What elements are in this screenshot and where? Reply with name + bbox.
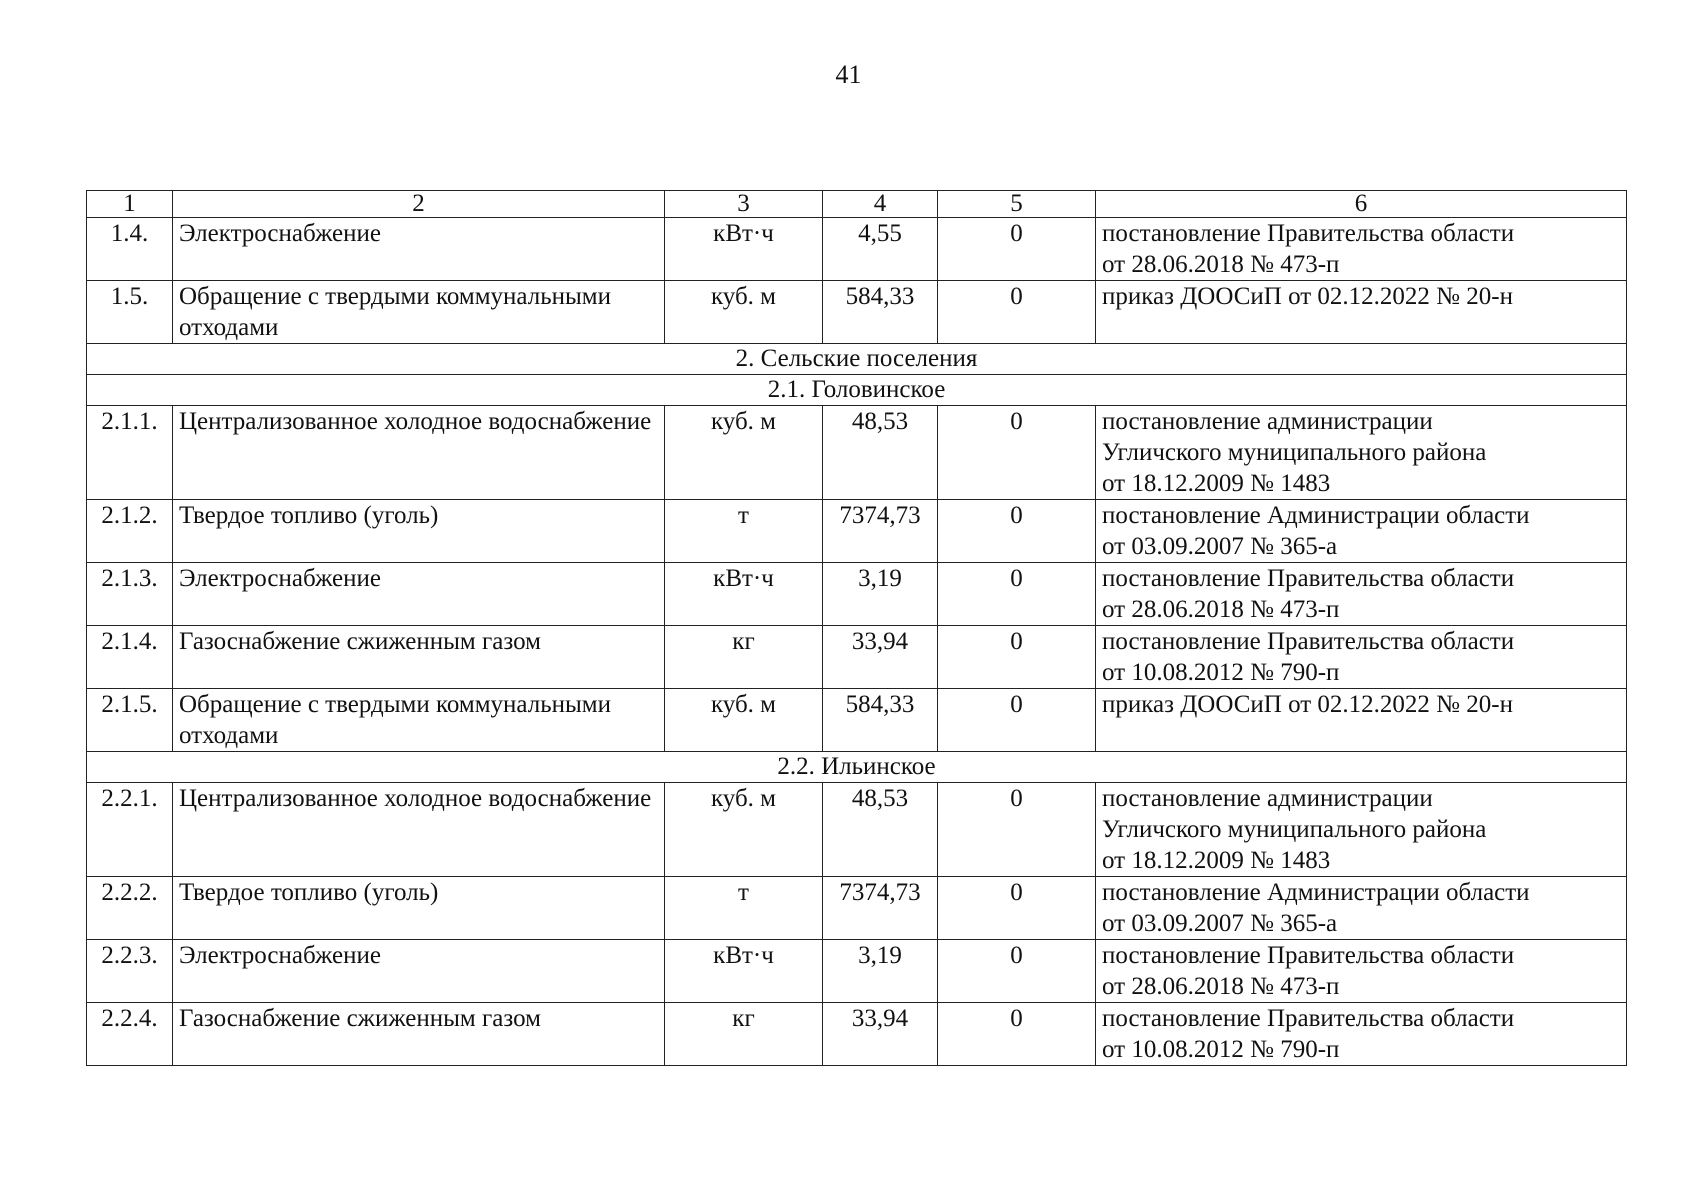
service-name: Газоснабжение сжиженным газом <box>173 626 665 689</box>
legal-basis-line: от 28.06.2018 № 473-п <box>1102 596 1340 623</box>
legal-basis-line: постановление администрации <box>1102 785 1433 812</box>
header-row <box>87 191 1627 218</box>
section-row <box>87 344 1627 375</box>
legal-basis-line: постановление администрации <box>1102 408 1433 435</box>
legal-basis-line: постановление Правительства области <box>1102 565 1515 592</box>
norm-value: 48,53 <box>823 783 938 877</box>
column-header: 2 <box>173 191 665 218</box>
column-5-value: 0 <box>938 940 1096 1003</box>
service-name: Обращение с твердыми коммунальными отходами <box>173 281 665 344</box>
column-5-value: 0 <box>938 406 1096 500</box>
legal-basis-line: от 03.09.2007 № 365-а <box>1102 533 1338 560</box>
legal-basis-line: приказ ДООСиП от 02.12.2022 № 20-н <box>1102 691 1513 718</box>
legal-basis-line: от 03.09.2007 № 365-а <box>1102 910 1338 937</box>
table-row <box>87 877 1627 940</box>
column-5-value: 0 <box>938 218 1096 281</box>
row-number: 2.2.1. <box>87 783 173 877</box>
legal-basis-line: от 18.12.2009 № 1483 <box>1102 470 1331 497</box>
legal-basis-line: постановление Правительства области <box>1102 628 1515 655</box>
section-title: 2.1. Головинское <box>87 375 1627 406</box>
row-number: 2.2.4. <box>87 1003 173 1066</box>
legal-basis-line: от 28.06.2018 № 473-п <box>1102 251 1340 278</box>
legal-basis-line: приказ ДООСиП от 02.12.2022 № 20-н <box>1102 283 1513 310</box>
norm-value: 33,94 <box>823 1003 938 1066</box>
unit-of-measure: куб. м <box>665 689 823 752</box>
legal-basis-line: постановление Правительства области <box>1102 1005 1515 1032</box>
legal-basis <box>1096 689 1627 752</box>
legal-basis <box>1096 1003 1627 1066</box>
row-number: 2.1.4. <box>87 626 173 689</box>
service-name: Централизованное холодное водоснабжение <box>173 783 665 877</box>
column-header: 1 <box>87 191 173 218</box>
norm-value: 3,19 <box>823 563 938 626</box>
table-row <box>87 218 1627 281</box>
column-5-value: 0 <box>938 281 1096 344</box>
service-name: Электроснабжение <box>173 940 665 1003</box>
table-row <box>87 281 1627 344</box>
service-name: Твердое топливо (уголь) <box>173 500 665 563</box>
table-row <box>87 940 1627 1003</box>
legal-basis <box>1096 626 1627 689</box>
unit-of-measure: куб. м <box>665 406 823 500</box>
norm-value: 584,33 <box>823 689 938 752</box>
table-row <box>87 1003 1627 1066</box>
tariff-table <box>86 190 1627 1066</box>
legal-basis-line: от 10.08.2012 № 790-п <box>1102 659 1340 686</box>
row-number: 2.2.3. <box>87 940 173 1003</box>
table-row <box>87 406 1627 500</box>
legal-basis <box>1096 281 1627 344</box>
norm-value: 7374,73 <box>823 500 938 563</box>
unit-of-measure: кВт·ч <box>665 940 823 1003</box>
section-row <box>87 375 1627 406</box>
legal-basis-line: постановление Администрации области <box>1102 879 1530 906</box>
section-row <box>87 752 1627 783</box>
norm-value: 33,94 <box>823 626 938 689</box>
section-title: 2.2. Ильинское <box>87 752 1627 783</box>
unit-of-measure: т <box>665 500 823 563</box>
table-row <box>87 783 1627 877</box>
legal-basis <box>1096 877 1627 940</box>
norm-value: 4,55 <box>823 218 938 281</box>
legal-basis-line: от 28.06.2018 № 473-п <box>1102 973 1340 1000</box>
unit-of-measure: кВт·ч <box>665 218 823 281</box>
row-number: 2.1.2. <box>87 500 173 563</box>
legal-basis-line: от 18.12.2009 № 1483 <box>1102 847 1331 874</box>
legal-basis-line: постановление Администрации области <box>1102 502 1530 529</box>
norm-value: 48,53 <box>823 406 938 500</box>
table-row <box>87 689 1627 752</box>
unit-of-measure: кг <box>665 1003 823 1066</box>
legal-basis <box>1096 563 1627 626</box>
legal-basis-line: постановление Правительства области <box>1102 220 1515 247</box>
column-header: 3 <box>665 191 823 218</box>
column-5-value: 0 <box>938 500 1096 563</box>
service-name: Газоснабжение сжиженным газом <box>173 1003 665 1066</box>
column-5-value: 0 <box>938 563 1096 626</box>
column-5-value: 0 <box>938 626 1096 689</box>
legal-basis-line: Угличского муниципального района <box>1102 439 1487 466</box>
unit-of-measure: кВт·ч <box>665 563 823 626</box>
section-title: 2. Сельские поселения <box>87 344 1627 375</box>
legal-basis-line: Угличского муниципального района <box>1102 816 1487 843</box>
service-name: Электроснабжение <box>173 218 665 281</box>
legal-basis <box>1096 406 1627 500</box>
column-5-value: 0 <box>938 783 1096 877</box>
table-row <box>87 626 1627 689</box>
column-header: 6 <box>1096 191 1627 218</box>
table-row <box>87 500 1627 563</box>
legal-basis <box>1096 218 1627 281</box>
table-body <box>87 191 1627 1066</box>
service-name: Централизованное холодное водоснабжение <box>173 406 665 500</box>
table-row <box>87 563 1627 626</box>
legal-basis <box>1096 940 1627 1003</box>
unit-of-measure: кг <box>665 626 823 689</box>
service-name: Твердое топливо (уголь) <box>173 877 665 940</box>
norm-value: 584,33 <box>823 281 938 344</box>
legal-basis <box>1096 783 1627 877</box>
column-5-value: 0 <box>938 1003 1096 1066</box>
column-5-value: 0 <box>938 877 1096 940</box>
legal-basis <box>1096 500 1627 563</box>
row-number: 2.1.3. <box>87 563 173 626</box>
unit-of-measure: куб. м <box>665 281 823 344</box>
norm-value: 7374,73 <box>823 877 938 940</box>
row-number: 2.1.1. <box>87 406 173 500</box>
unit-of-measure: т <box>665 877 823 940</box>
column-header: 5 <box>938 191 1096 218</box>
service-name: Электроснабжение <box>173 563 665 626</box>
row-number: 2.2.2. <box>87 877 173 940</box>
unit-of-measure: куб. м <box>665 783 823 877</box>
row-number: 1.4. <box>87 218 173 281</box>
legal-basis-line: от 10.08.2012 № 790-п <box>1102 1036 1340 1063</box>
legal-basis-line: постановление Правительства области <box>1102 942 1515 969</box>
page-number: 41 <box>835 60 862 89</box>
norm-value: 3,19 <box>823 940 938 1003</box>
row-number: 2.1.5. <box>87 689 173 752</box>
service-name: Обращение с твердыми коммунальными отходами <box>173 689 665 752</box>
column-5-value: 0 <box>938 689 1096 752</box>
row-number: 1.5. <box>87 281 173 344</box>
column-header: 4 <box>823 191 938 218</box>
